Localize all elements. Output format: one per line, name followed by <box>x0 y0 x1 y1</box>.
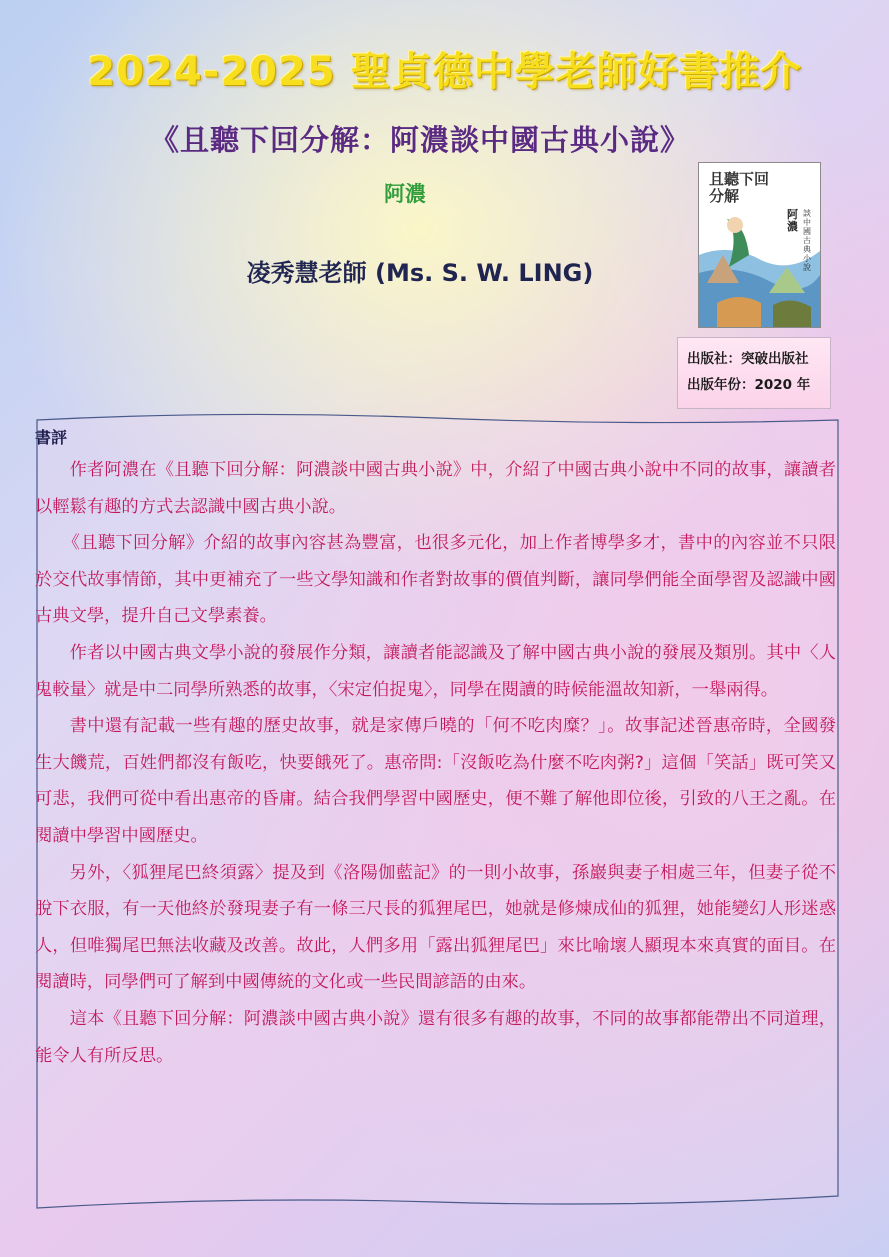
review-paragraph-5: 另外，〈狐狸尾巴終須露〉提及到《洛陽伽藍記》的一則小故事，孫巖與妻子相處三年，但妻子從不脫下衣服，有一天他終於發現妻子有一條三尺長的狐狸尾巴，她就是修煉成仙的狐狸，她能變幻人形迷惑人，但唯獨尾巴無法收藏及改善。故此，人們多用「露出狐狸尾巴」來比喻壞人顯現本來真實的面目。在閱讀時，同學們可了解到中國傳統的文化或一些民間諺語的由來。 <box>35 862 836 993</box>
review-paragraph-6: 這本《且聽下回分解：阿濃談中國古典小說》還有很多有趣的故事，不同的故事都能帶出不同道理，能令人有所反思。 <box>35 1008 836 1066</box>
review-paragraph-1: 作者阿濃在《且聽下回分解：阿濃談中國古典小說》中，介紹了中國古典小說中不同的故事，讓讀者以輕鬆有趣的方式去認識中國古典小說。 <box>35 460 836 517</box>
cover-title: 且聽下回分解 <box>709 170 770 205</box>
review-paragraph-3: 作者以中國古典文學小說的發展作分類，讓讀者能認識及了解中國古典小說的發展及類別。其中〈人鬼較量〉就是中二同學所熟悉的故事，〈宋定伯捉鬼〉，同學在閱讀的時候能溫故知新，一舉兩得。 <box>35 642 836 700</box>
cover-subtitle: 談中國古典小說 <box>803 209 811 272</box>
publisher-line: 出版社：突破出版社 <box>687 351 809 367</box>
book-title: 《且聽下回分解：阿濃談中國古典小說》 <box>149 123 690 157</box>
review-paragraph-4: 書中還有記載一些有趣的歷史故事，就是家傳戶曉的「何不吃肉糜？」。故事記述晉惠帝時，全國發生大饑荒，百姓們都沒有飯吃，快要餓死了。惠帝問:「沒飯吃為什麼不吃肉粥?」這個「笑話」既可笑又可悲，我們可從中看出惠帝的昏庸。結合我們學習中國歷史，便不難了解他即位後，引致的八王之亂。在閱讀中學習中國歷史。 <box>35 716 836 846</box>
author-name: 阿濃 <box>384 182 426 206</box>
publication-year-line: 出版年份：2020 年 <box>687 377 811 393</box>
teacher-name: 凌秀慧老師 (Ms. S. W. LING) <box>246 259 594 287</box>
review-text <box>35 452 836 1074</box>
review-label: 書評 <box>35 428 68 447</box>
book-cover <box>698 162 821 328</box>
publisher-box <box>677 337 831 409</box>
review-paragraph-2: 《且聽下回分解》介紹的故事內容甚為豐富，也很多元化，加上作者博學多才，書中的內容並不只限於交代故事情節，其中更補充了一些文學知識和作者對故事的價值判斷，讓同學們能全面學習及認識中國古典文學，提升自己文學素養。 <box>35 533 836 627</box>
cover-author: 阿濃 <box>787 208 798 233</box>
main-title: 2024-2025 聖貞德中學老師好書推介 <box>87 49 802 95</box>
